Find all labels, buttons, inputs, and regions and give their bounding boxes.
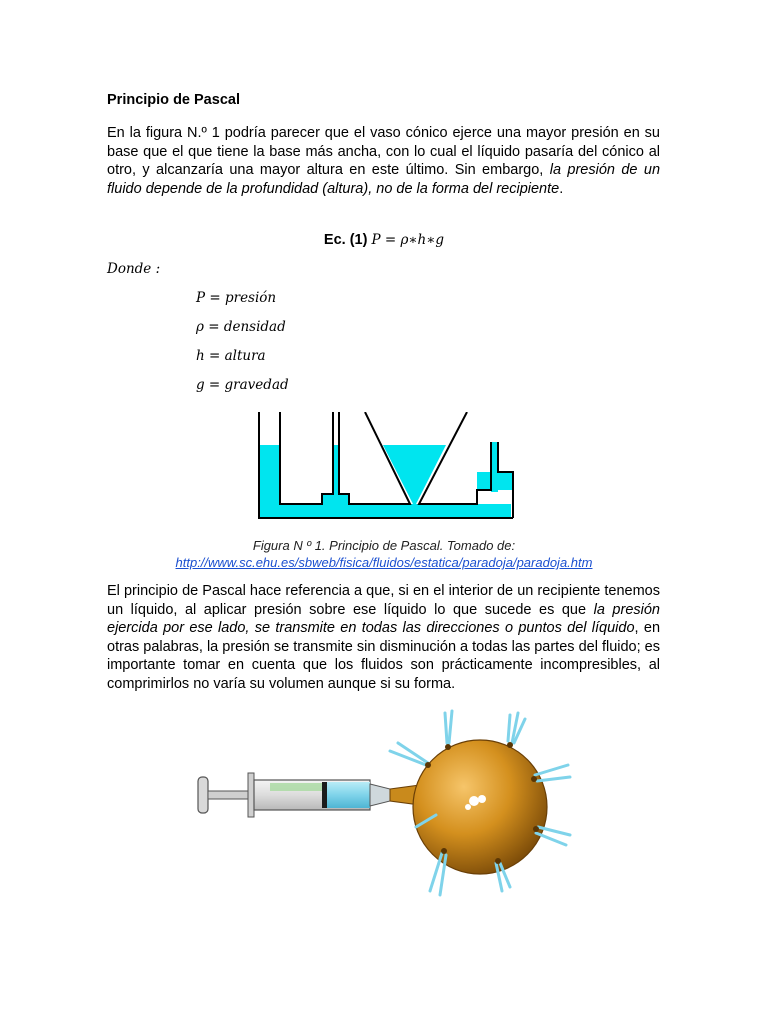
syringe-sphere-figure: [190, 703, 580, 903]
vessel-outline: [259, 412, 513, 518]
paragraph-pascal-text-a: El principio de Pascal hace referencia a que, si en el interior de un recipiente tenemos un líquido, al aplicar presión sobre ese líquido lo que sucede es que: [107, 583, 660, 618]
paragraph-pascal-text-c: , en otras palabras, la presión se transmite sin disminución a todas las partes del fluido; es importante tomar en cuenta que los fluidos son prácticamente incompresibles, al comprimirlos no varía su volumen aunque si su forma.: [107, 620, 661, 692]
barrel-flange: [248, 773, 254, 817]
paragraph-pascal: [107, 582, 660, 694]
plunger-rod: [208, 791, 250, 799]
plunger-handle: [198, 777, 208, 813]
plunger-seal: [322, 782, 327, 808]
definition-pressure: P = presión: [196, 290, 277, 306]
communicating-vessels-figure: [255, 412, 517, 522]
figure-caption: [0, 537, 768, 571]
caption-source-link[interactable]: http://www.sc.ehu.es/sbweb/fisica/fluidos/estatica/paradoja/paradoja.htm: [175, 555, 593, 570]
paragraph-intro-end: .: [559, 180, 564, 197]
equation-formula: P = ρ∗h∗g: [371, 232, 445, 248]
barrel-scale: [270, 783, 322, 791]
definition-density: ρ = densidad: [196, 319, 286, 335]
equation-line: [0, 232, 768, 248]
perforated-sphere: [413, 740, 547, 874]
paragraph-intro-emphasis: la presión de un fluido depende de la profundidad (altura), no de la forma del recipiente: [107, 162, 661, 197]
donde-label: Donde :: [107, 261, 161, 277]
document-title: Principio de Pascal: [107, 92, 240, 108]
equation-label: Ec. (1): [323, 232, 368, 248]
syringe: [198, 773, 420, 817]
definition-height: h = altura: [196, 348, 266, 364]
syringe-nozzle: [370, 784, 390, 806]
definition-gravity: g = gravedad: [196, 377, 289, 393]
paragraph-intro-text: En la figura N.º 1 podría parecer que el vaso cónico ejerce una mayor presión en su base que el que tiene la base más ancha, con lo cual el líquido pasaría del cónico al otro, y alcanzaría una mayor altura en este último. Sin embargo,: [107, 125, 660, 179]
caption-text: Figura N º 1. Principio de Pascal. Tomado de:: [252, 538, 516, 553]
paragraph-intro: [107, 124, 660, 198]
paragraph-pascal-emphasis: la presión ejercida por ese lado, se transmite en todas las direcciones o puntos del líquido: [107, 601, 660, 637]
syringe-liquid: [327, 782, 370, 808]
